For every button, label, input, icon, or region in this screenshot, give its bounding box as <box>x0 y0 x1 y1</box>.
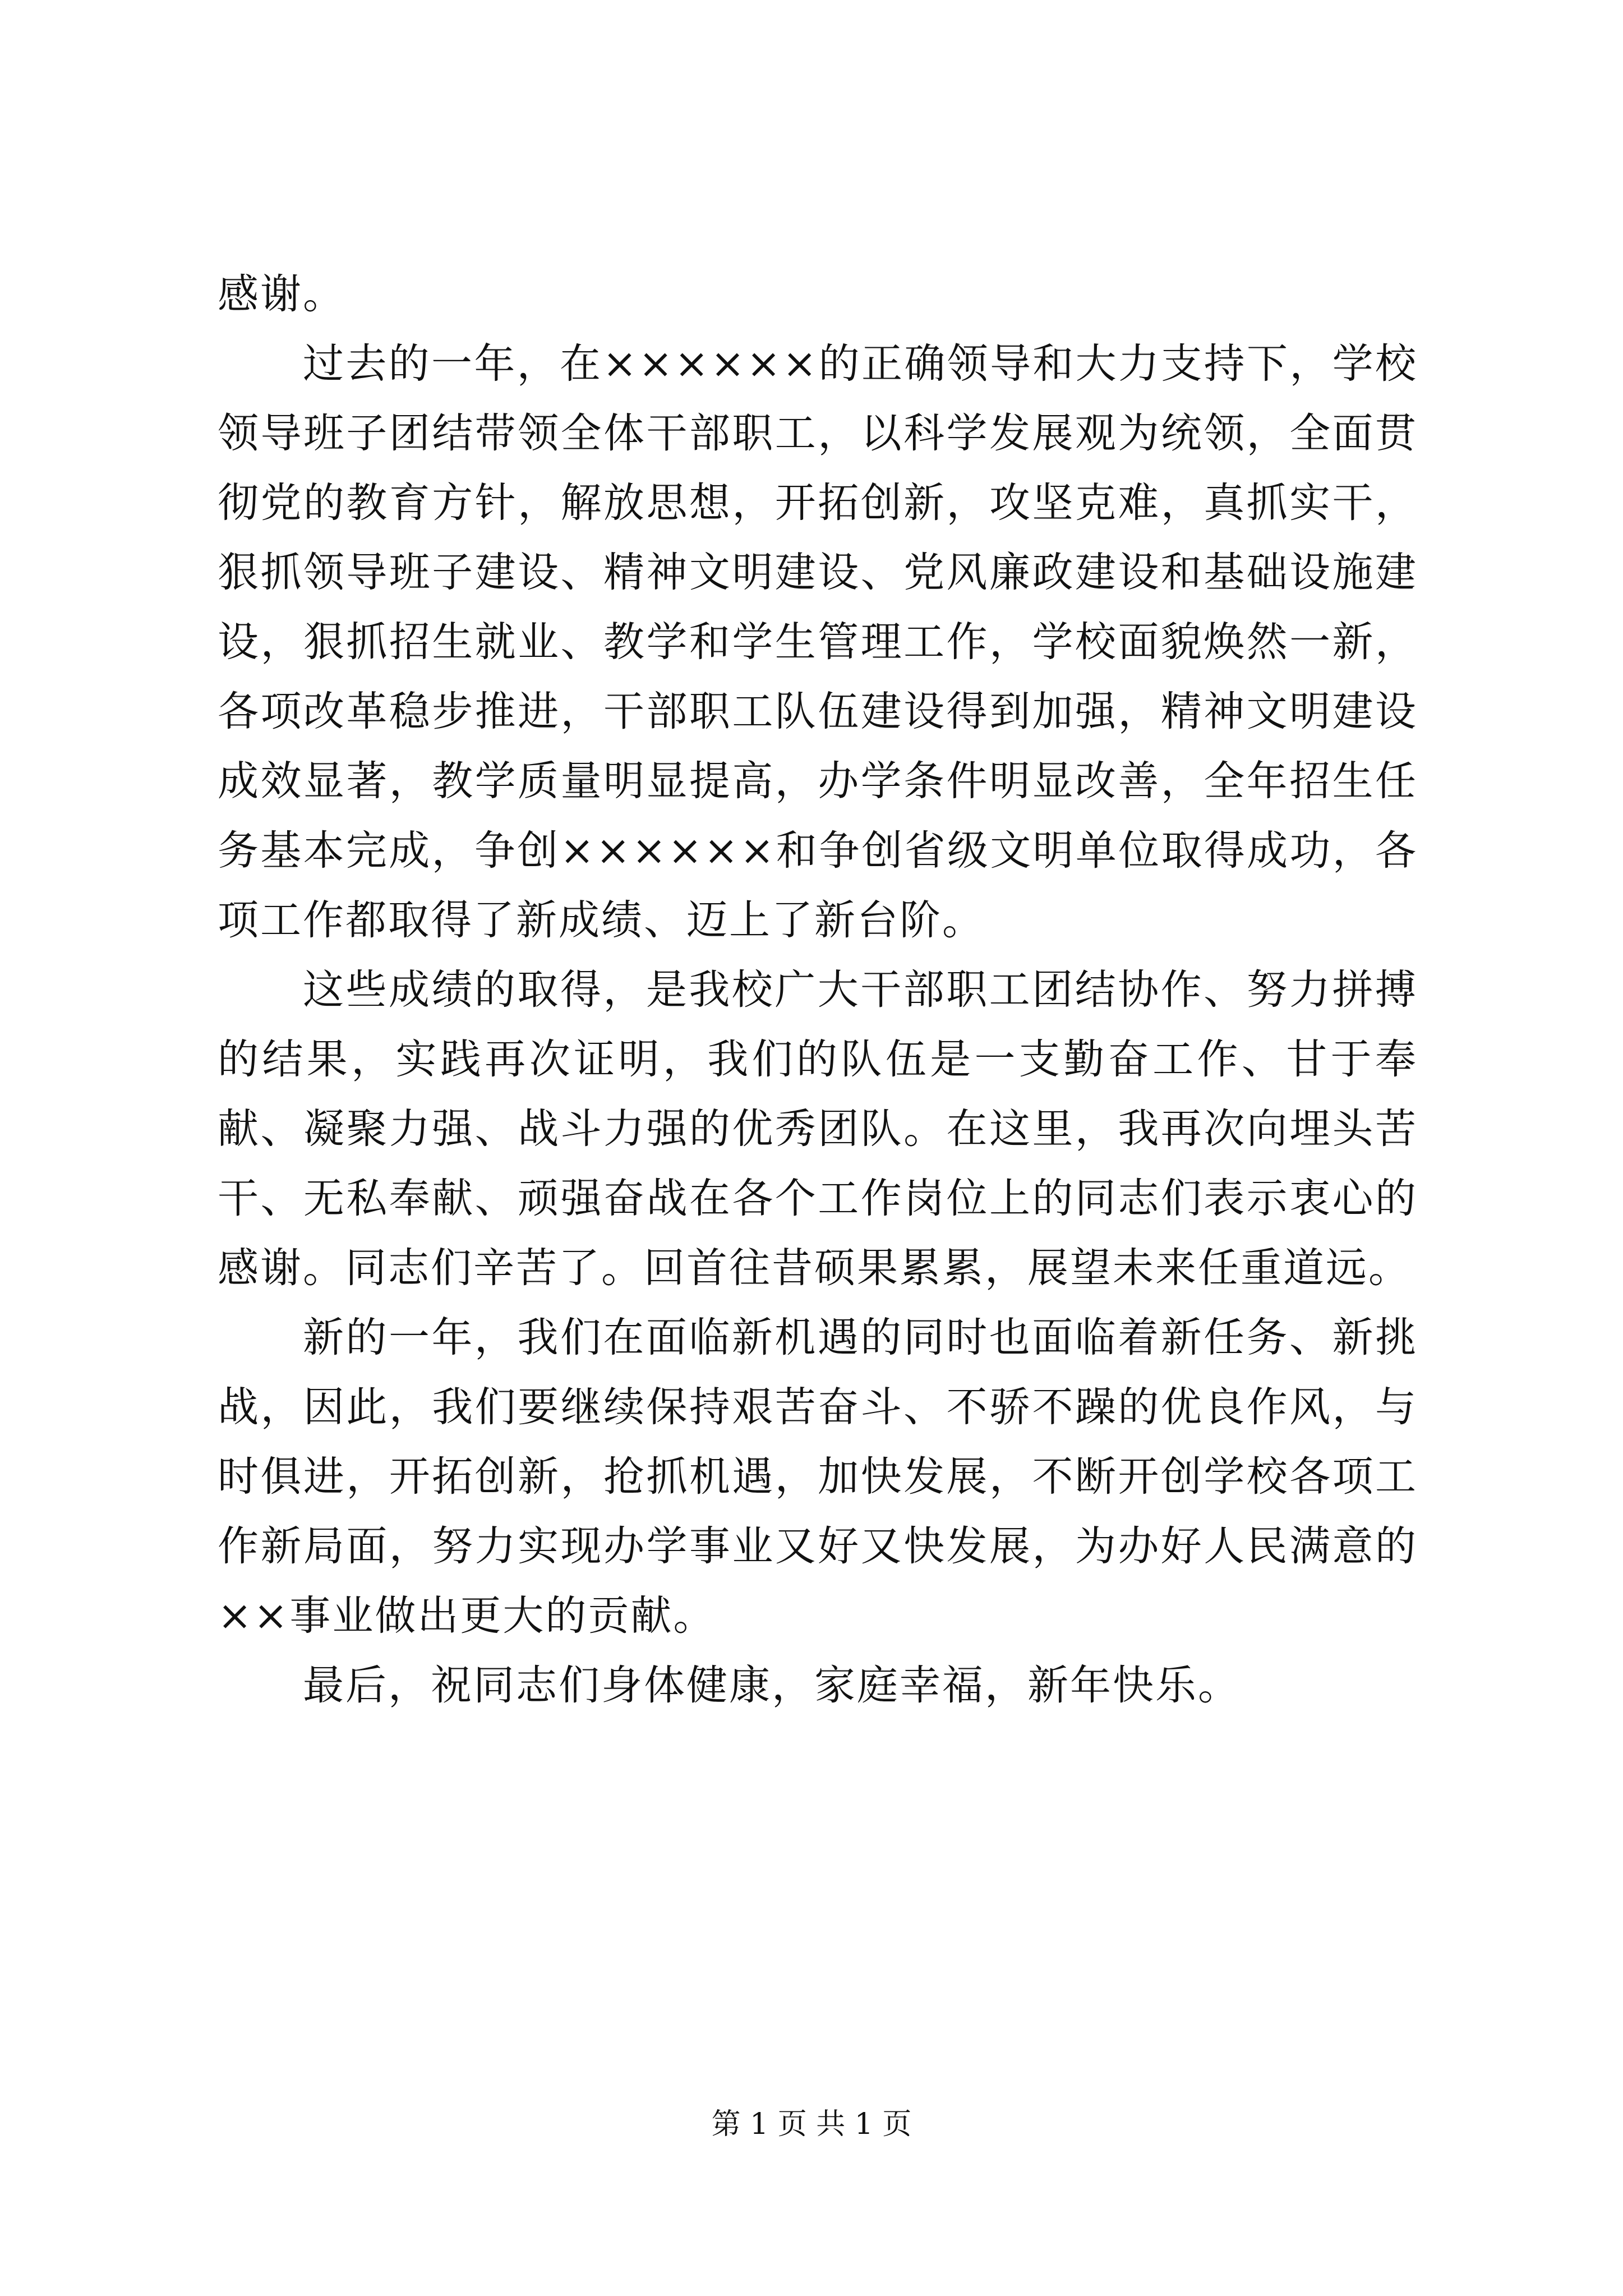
paragraph-new-year: 新的一年，我们在面临新机遇的同时也面临着新任务、新挑战，因此，我们要继续保持艰苦奋斗、不骄不躁的优良作风，与时俱进，开拓创新，抢抓机遇，加快发展，不断开创学校各项工作新局面，努力实现办学事业又好又快发展，为办好人民满意的××事业做出更大的贡献。 <box>218 1314 1418 1640</box>
paragraph-past-year: 过去的一年，在××××××的正确领导和大力支持下，学校领导班子团结带领全体干部职工，以科学发展观为统领，全面贯彻党的教育方针，解放思想，开拓创新，攻坚克难，真抓实干，狠抓领导班子建设、精神文明建设、党风廉政建设和基础设施建设，狠抓招生就业、教学和学生管理工作，学校面貌焕然一新，各项改革稳步推进，干部职工队伍建设得到加强，精神文明建设成效显著，教学质量明显提高，办学条件明显改善，全年招生任务基本完成，争创××××××和争创省级文明单位取得成功，各项工作都取得了新成绩、迈上了新台阶。 <box>218 340 1418 944</box>
document-body <box>218 260 1418 1720</box>
paragraph-achievements: 这些成绩的取得，是我校广大干部职工团结协作、努力拼搏的结果，实践再次证明，我们的队伍是一支勤奋工作、甘于奉献、凝聚力强、战斗力强的优秀团队。在这里，我再次向埋头苦干、无私奉献、顽强奋战在各个工作岗位上的同志们表示衷心的感谢。同志们辛苦了。回首往昔硕果累累，展望未来任重道远。 <box>218 966 1418 1292</box>
paragraph-final-wishes: 最后，祝同志们身体健康，家庭幸福，新年快乐。 <box>303 1662 1241 1709</box>
paragraph-closing-thanks: 感谢。 <box>218 270 345 318</box>
page-footer: 第 1 页 共 1 页 <box>711 2108 912 2141</box>
